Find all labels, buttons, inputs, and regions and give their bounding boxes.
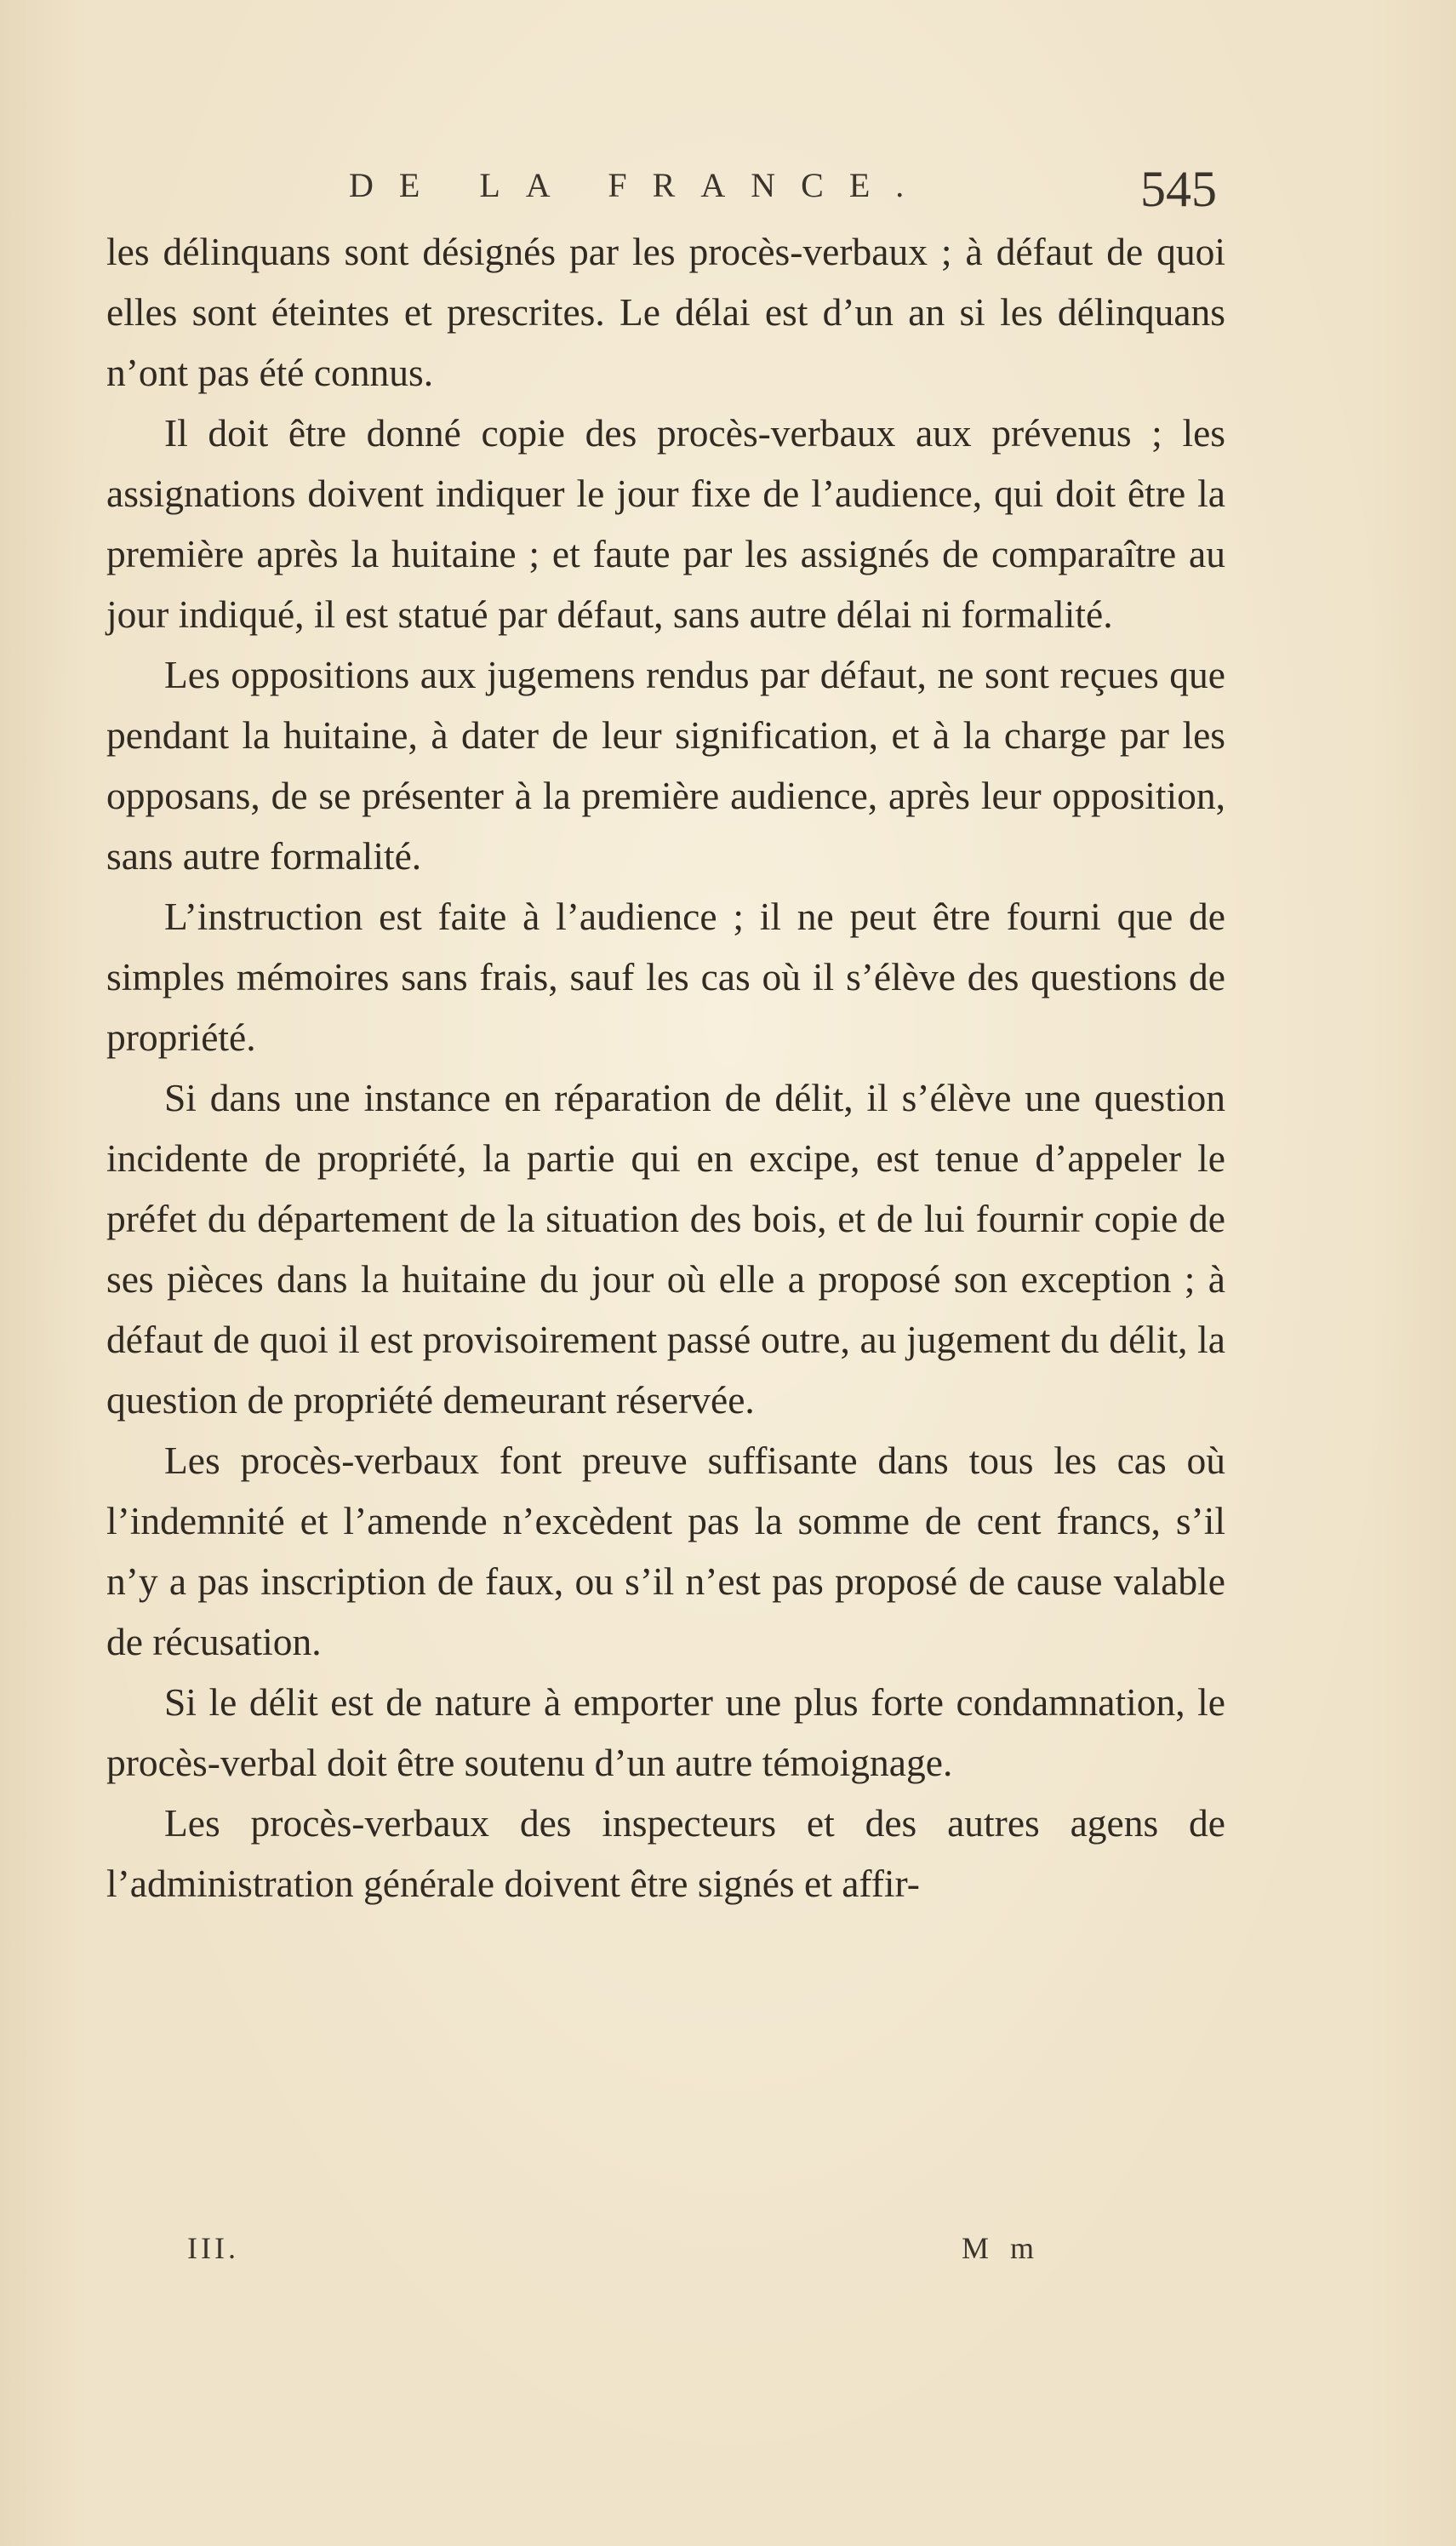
text-body: [106, 221, 1225, 1914]
paragraph: Si le délit est de nature à emporter une plus forte condamnation, le procès-verbal doit être soutenu d’un autre témoignage.: [106, 1680, 1225, 1784]
paragraph: Si dans une instance en réparation de délit, il s’élève une question incidente de propriété, la partie qui en excipe, est tenue d’appeler le préfet du département de la situation des bois, et de lui fournir copie de ses pièces dans la huitaine du jour où elle a proposé son exception ; à défaut de quoi il est provisoirement passé outre, au jugement du délit, la question de propriété demeurant réservée.: [106, 1076, 1225, 1422]
paragraph-continuation: les délinquans sont désignés par les procès-verbaux ; à défaut de quoi elles sont éteintes et prescrites. Le délai est d’un an si les délinquans n’ont pas été connus.: [106, 230, 1225, 394]
page-footer: [187, 2230, 1055, 2281]
paragraph: Les oppositions aux jugemens rendus par défaut, ne sont reçues que pendant la huitaine, à dater de leur signification, et à la charge par les opposans, de se présenter à la première audience, après leur opposition, sans autre formalité.: [106, 653, 1225, 878]
paragraph: Il doit être donné copie des procès-verbaux aux prévenus ; les assignations doivent indiquer le jour fixe de l’audience, qui doit être la première après la huitaine ; et faute par les assignés de comparaître au jour indiqué, il est statué par défaut, sans autre délai ni formalité.: [106, 411, 1225, 636]
paragraph: Les procès-verbaux des inspecteurs et des autres agens de l’administration générale doivent être signés et affir-: [106, 1801, 1225, 1905]
paragraph: Les procès-verbaux font preuve suffisante dans tous les cas où l’indemnité et l’amende n’excèdent pas la somme de cent francs, s’il n’y a pas inscription de faux, ou s’il n’est pas proposé de cause valable de récusation.: [106, 1439, 1225, 1663]
page-number: 545: [1140, 161, 1217, 217]
gathering-signature: M m: [962, 2231, 1042, 2265]
volume-signature: III.: [187, 2231, 239, 2265]
paragraph: L’instruction est faite à l’audience ; il ne peut être fourni que de simples mémoires sans frais, sauf les cas où il s’élève des questions de propriété.: [106, 895, 1225, 1059]
running-head: [349, 160, 1217, 220]
running-title: DE LA FRANCE.: [349, 166, 930, 204]
